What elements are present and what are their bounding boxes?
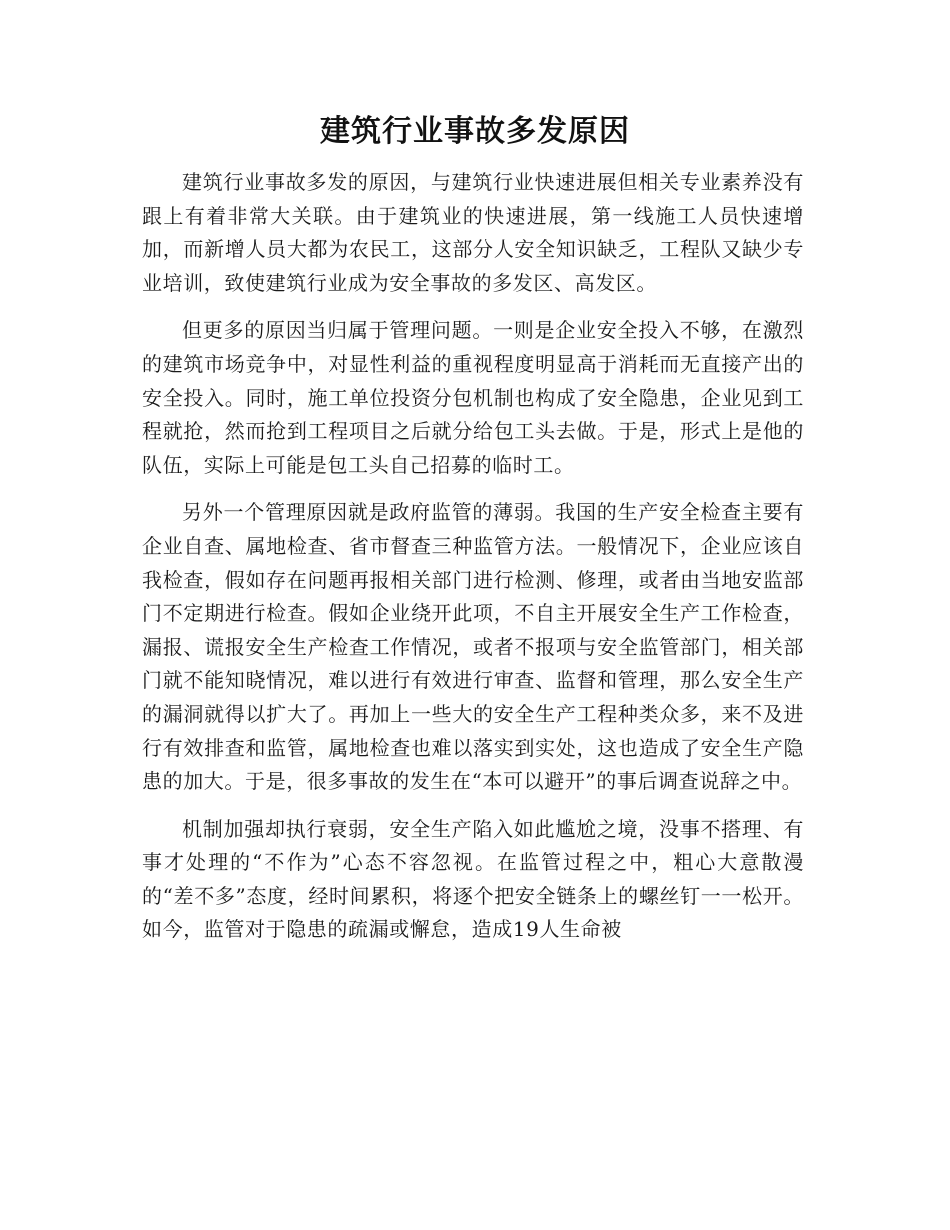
paragraph-3: 另外一个管理原因就是政府监管的薄弱。我国的生产安全检查主要有企业自查、属地检查、省市督查三种监管方法。一般情况下，企业应该自我检查，假如存在问题再报相关部门进行检测、修理，或者由当地安监部门不定期进行检查。假如企业绕开此项，不自主开展安全生产工作检查，漏报、谎报安全生产检查工作情况，或者不报项与安全监管部门，相关部门就不能知晓情况，难以进行有效进行审查、监督和管理，那么安全生产的漏洞就得以扩大了。再加上一些大的安全生产工程种类众多，来不及进行有效排查和监管，属地检查也难以落实到实处，这也造成了安全生产隐患的加大。于是，很多事故的发生在“本可以避开”的事后调查说辞之中。 xyxy=(142,500,804,794)
paragraph-2: 但更多的原因当归属于管理问题。一则是企业安全投入不够，在激烈的建筑市场竞争中，对显性利益的重视程度明显高于消耗而无直接产出的安全投入。同时，施工单位投资分包机制也构成了安全隐患，企业见到工程就抢，然而抢到工程项目之后就分给包工头去做。于是，形式上是他的队伍，实际上可能是包工头自己招募的临时工。 xyxy=(142,318,804,477)
paragraph-1: 建筑行业事故多发的原因，与建筑行业快速进展但相关专业素养没有跟上有着非常大关联。由于建筑业的快速进展，第一线施工人员快速增加，而新增人员大都为农民工，这部分人安全知识缺乏，工程队又缺少专业培训，致使建筑行业成为安全事故的多发区、高发区。 xyxy=(142,170,804,295)
document-body xyxy=(142,166,804,961)
document-title: 建筑行业事故多发原因 xyxy=(320,114,630,149)
paragraph-4: 机制加强却执行衰弱，安全生产陷入如此尴尬之境，没事不搭理、有事才处理的“不作为”心态不容忽视。在监管过程之中，粗心大意散漫的“差不多”态度，经时间累积，将逐个把安全链条上的螺丝钉一一松开。如今，监管对于隐患的疏漏或懈怠，造成19人生命被 xyxy=(142,816,804,942)
